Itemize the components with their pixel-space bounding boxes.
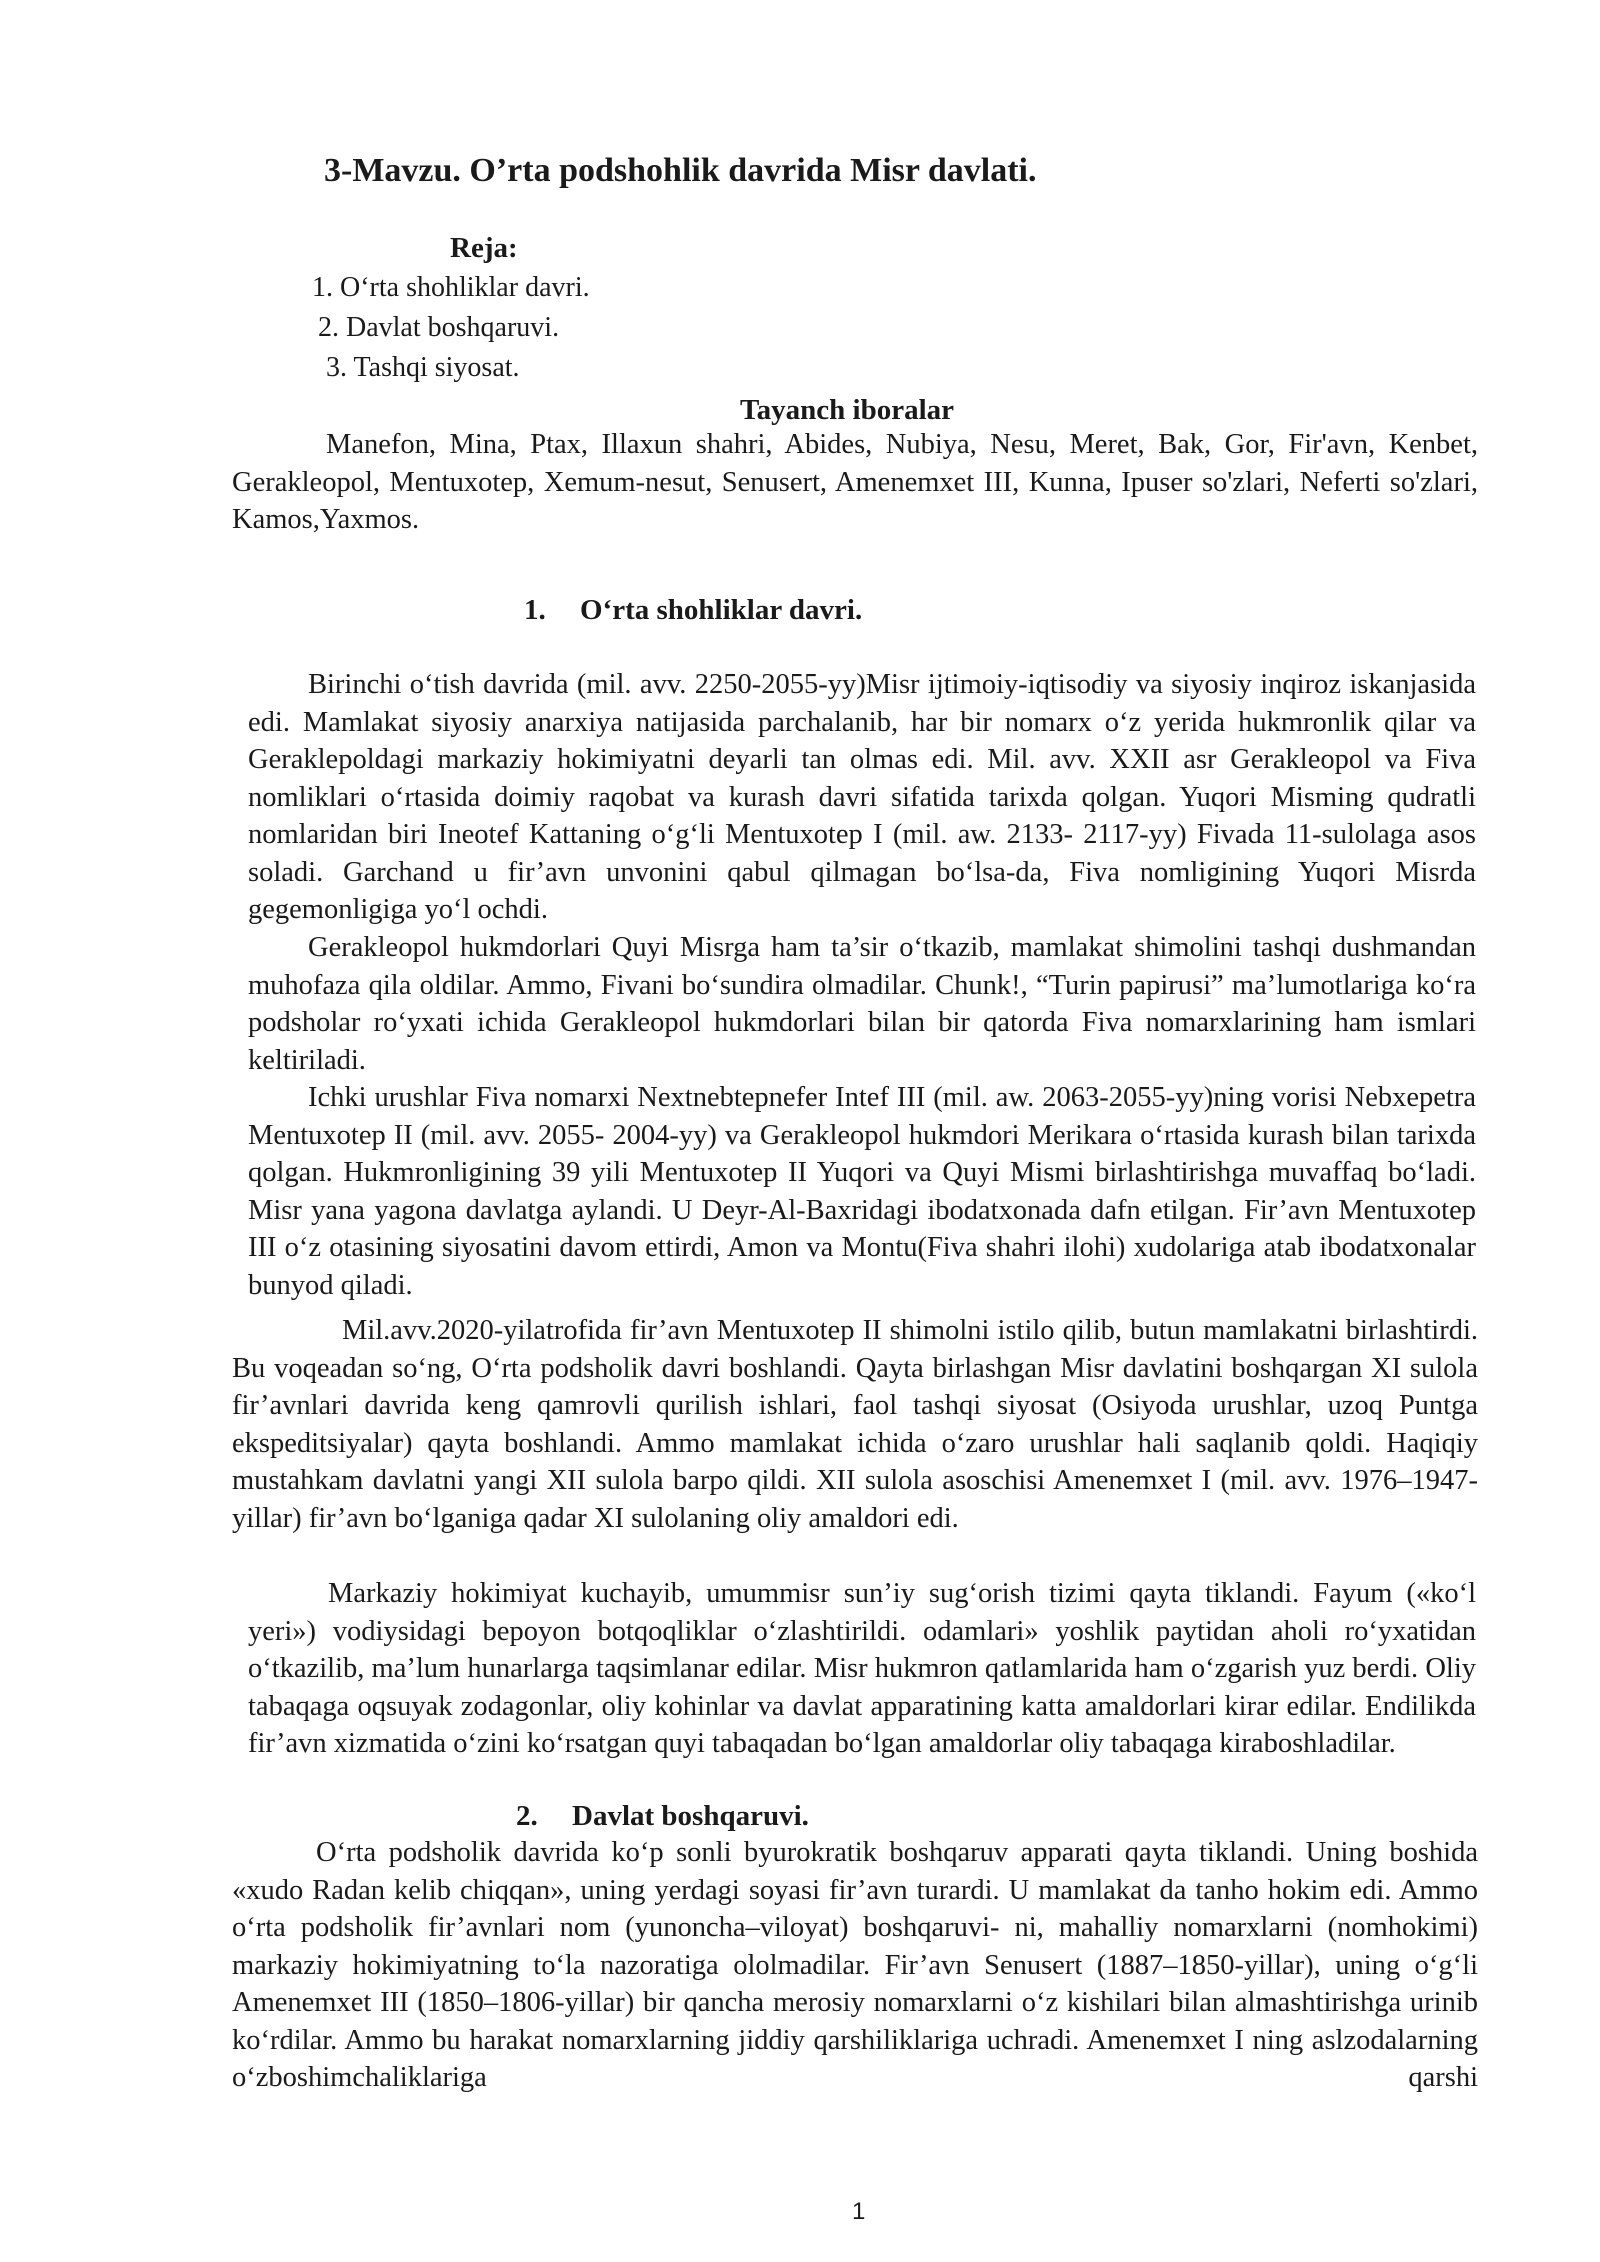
paragraph: Mil.avv.2020-yilatrofida fir’avn Mentuxotep II shimolni istilo qilib, butun mamlakatni birlashtirdi. Bu voqeadan so‘ng, O‘rta podsholik davri boshlandi. Qayta birlashgan Misr davlatini boshqargan XI sulola fir’avnlari davrida keng qamrovli qurilish ishlari, faol tashqi siyosat (Osiyoda urushlar, uzoq Puntga ekspeditsiyalar) qayta boshlandi. Ammo mamlakat ichida o‘zaro urushlar hali saqlanib qoldi. Haqiqiy mustahkam davlatni yangi XII sulola barpo qildi. XII sulola asoschisi Amenemxet I (mil. avv. 1976–1947-yillar) fir’avn bo‘lganiga qadar XI sulolaning oliy amaldori edi.: [232, 1315, 1478, 1534]
section-heading: [524, 594, 862, 627]
section-title: O‘rta shohliklar davri.: [580, 594, 863, 626]
section-number: 2.: [516, 1800, 538, 1832]
paragraph: Birinchi o‘tish davrida (mil. avv. 2250-2055-yy)Misr ijtimoiy-iqtisodiy va siyosiy inqiroz iskanjasida edi. Mamlakat siyosiy anarxiya natijasida parchalanib, har bir nomarx o‘z yerida hukmronlik qilar va Geraklepoldagi markaziy hokimiyatni deyarli tan olmas edi. Mil. avv. XXII asr Gerakleopol va Fiva nomliklari o‘rtasida doimiy raqobat va kurash davri sifatida tarixda qolgan. Yuqori Misming qudratli nomlaridan biri Ineotef Kattaning o‘g‘li Mentuxotep I (mil. aw. 2133- 2117-yy) Fivada 11-sulolaga asos soladi. Garchand u fir’avn unvonini qabul qilmagan bo‘lsa-da, Fiva nomligining Yuqori Misrda gegemonligiga yo‘l ochdi.: [248, 669, 1476, 925]
page-number: 1: [852, 2198, 866, 2225]
keywords-text: Manefon, Mina, Ptax, Illaxun shahri, Abides, Nubiya, Nesu, Meret, Bak, Gor, Fir'avn, Kenbet, Gerakleopol, Mentuxotep, Xemum-nesut, Senusert, Amenemxet III, Kunna, Ipuser so'zlari, Neferti so'zlari, Kamos,Yaxmos.: [232, 429, 1478, 535]
plan-item: 1. O‘rta shohliklar davri.: [312, 272, 590, 303]
paragraph: Markaziy hokimiyat kuchayib, umummisr sun’iy sug‘orish tizimi qayta tiklandi. Fayum («ko‘l yeri») vodiysidagi bepoyon botqoqliklar o‘zlashtirildi. odamlari» yoshlik paytidan aholi ro‘yxatidan o‘tkazilib, ma’lum hunarlarga taqsimlanar edilar. Misr hukmron qatlamlarida ham o‘zgarish yuz berdi. Oliy tabaqaga oqsuyak zodagonlar, oliy kohinlar va davlat apparatining katta amaldorlari kirar edilar. Endilikda fir’avn xizmatida o‘zini ko‘rsatgan quyi tabaqadan bo‘lgan amaldorlar oliy tabaqaga kiraboshladilar.: [248, 1578, 1476, 1759]
paragraph: Gerakleopol hukmdorlari Quyi Misrga ham ta’sir o‘tkazib, mamlakat shimolini tashqi dushmandan muhofaza qila oldilar. Ammo, Fivani bo‘sundira olmadilar. Chunk!, “Turin papirusi” ma’lumotlariga ko‘ra podsholar ro‘yxati ichida Gerakleopol hukmdorlari bilan bir qatorda Fiva nomarxlarining ham ismlari keltiriladi.: [248, 932, 1476, 1076]
paragraph: O‘rta podsholik davrida ko‘p sonli byurokratik boshqaruv apparati qayta tiklandi. Uning boshida «xudo Radan kelib chiqqan», uning yerdagi soyasi fir’avn turardi. U mamlakat da tanho hokim edi. Ammo o‘rta podsholik fir’avnlari nom (yunoncha–viloyat) boshqaruvi- ni, mahalliy nomarxlarni (nomhokimi) markaziy hokimiyatning to‘la nazoratiga ololmadilar. Fir’avn Senusert (1887–1850-yillar), uning o‘g‘li Amenemxet III (1850–1806-yillar) bir qancha merosiy nomarxlarni o‘z kishilari bilan almashtirishga urinib ko‘rdilar. Ammo bu harakat nomarxlarning jiddiy qarshiliklariga uchradi. Amenemxet I ning aslzodalarning o‘zboshimchaliklariga qarshi: [232, 1837, 1478, 2093]
plan-item: 2. Davlat boshqaruvi.: [318, 312, 560, 343]
plan-heading: Reja:: [450, 232, 518, 264]
section-heading: [516, 1800, 809, 1833]
plan-item: 3. Tashqi siyosat.: [326, 352, 520, 383]
section-number: 1.: [524, 594, 546, 626]
page-title: 3-Mavzu. O’rta podshohlik davrida Misr davlati.: [324, 152, 1037, 189]
paragraph: Ichki urushlar Fiva nomarxi Nextnebtepnefer Intef III (mil. aw. 2063-2055-yy)ning vorisi Nebxepetra Mentuxotep II (mil. avv. 2055- 2004-yy) va Gerakleopol hukmdori Merikara o‘rtasida kurash bilan tarixda qolgan. Hukmronligining 39 yili Mentuxotep II Yuqori va Quyi Mismi birlashtirishga muvaffaq bo‘ladi. Misr yana yagona davlatga aylandi. U Deyr-Al-Baxridagi ibodatxonada dafn etilgan. Fir’avn Mentuxotep III o‘z otasining siyosatini davom ettirdi, Amon va Montu(Fiva shahri ilohi) xudolariga atab ibodatxonalar bunyod qiladi.: [248, 1082, 1476, 1301]
keywords-heading: Tayanch iboralar: [740, 394, 955, 426]
section-title: Davlat boshqaruvi.: [572, 1800, 809, 1832]
